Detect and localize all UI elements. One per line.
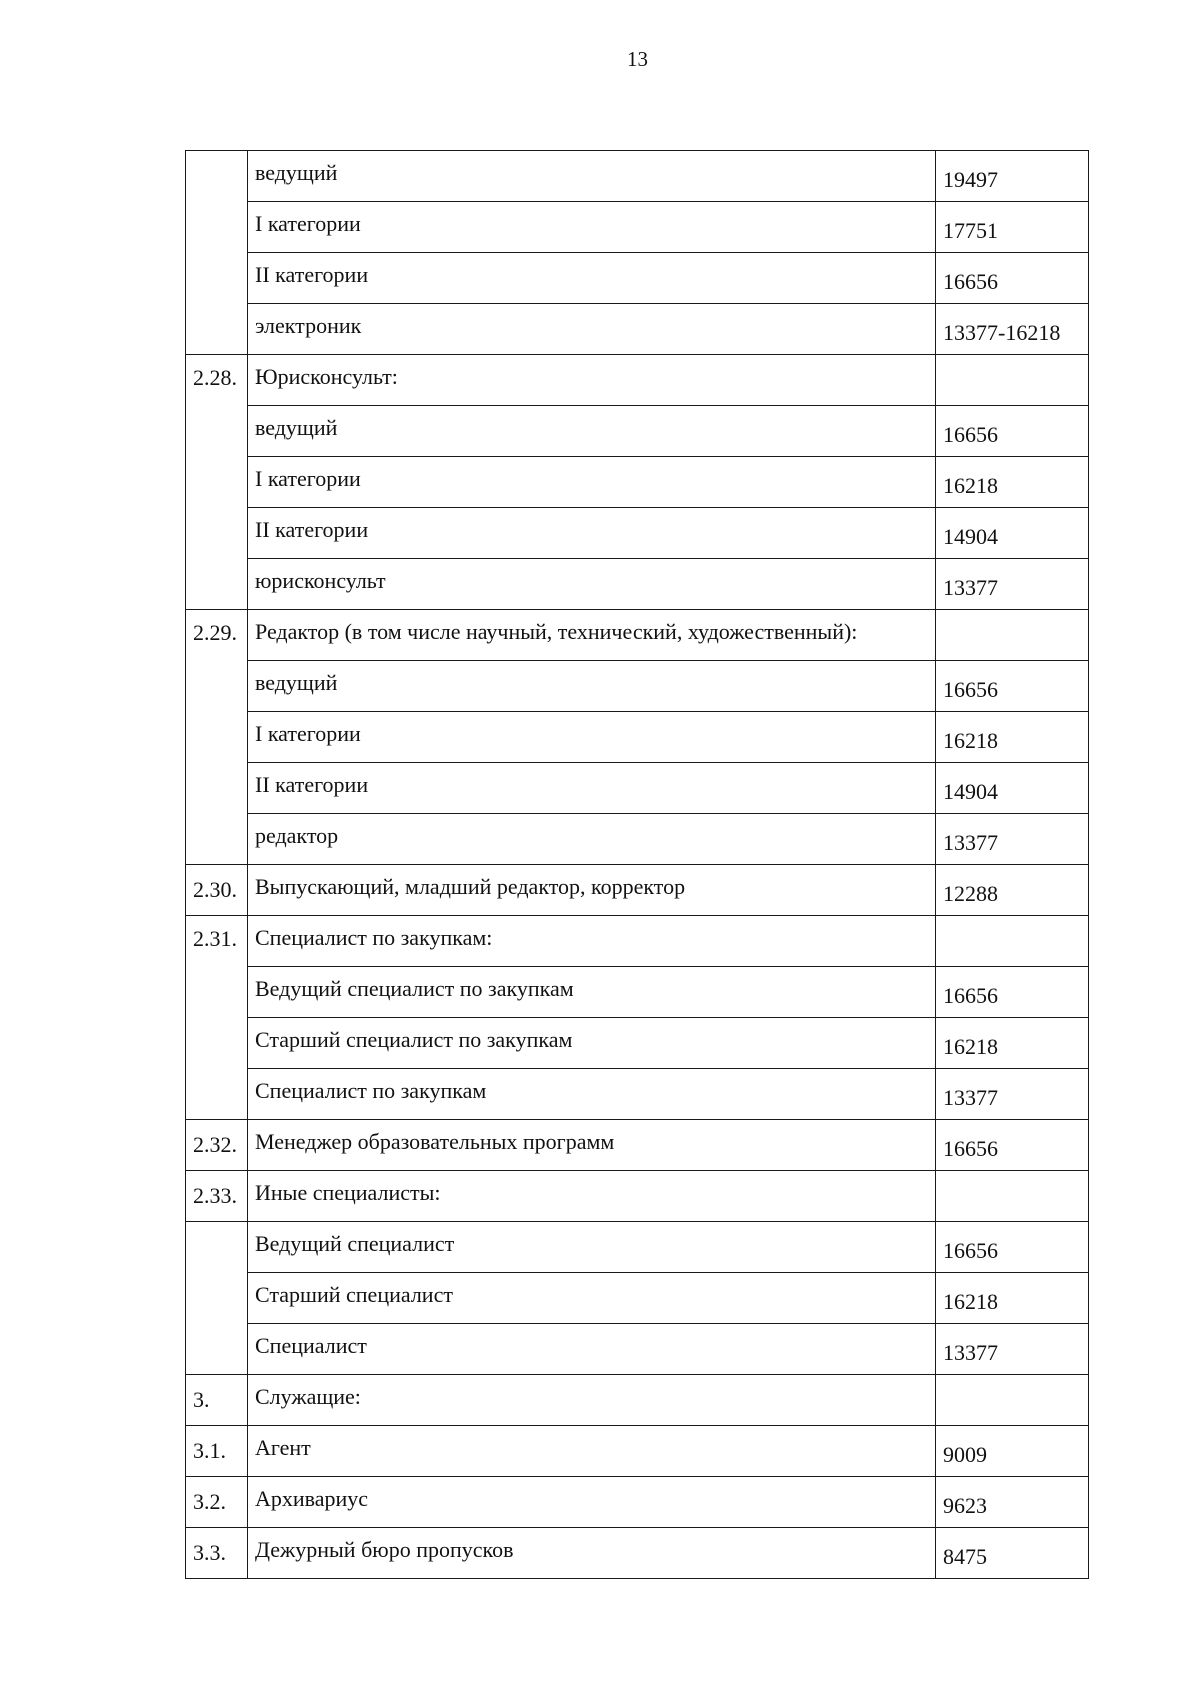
row-number-cell: 3. (186, 1375, 248, 1426)
salary-value: 16218 (936, 1018, 1089, 1069)
table-row (186, 1375, 1089, 1426)
position-name: электроник (248, 304, 936, 355)
salary-value: 16656 (936, 1120, 1089, 1171)
position-name: II категории (248, 253, 936, 304)
position-name: I категории (248, 712, 936, 763)
salary-value: 14904 (936, 508, 1089, 559)
position-name: Специалист по закупкам (248, 1069, 936, 1120)
position-name: Старший специалист по закупкам (248, 1018, 936, 1069)
salary-value: 12288 (936, 865, 1089, 916)
position-name: I категории (248, 202, 936, 253)
table-row (186, 1222, 1089, 1273)
salary-value: 16218 (936, 457, 1089, 508)
salary-value: 13377 (936, 559, 1089, 610)
row-number-cell: 2.33. (186, 1171, 248, 1222)
table-row (186, 1273, 1089, 1324)
salary-value: 16656 (936, 253, 1089, 304)
table-row (186, 763, 1089, 814)
salary-value: 9009 (936, 1426, 1089, 1477)
salary-value: 16656 (936, 661, 1089, 712)
table-row (186, 916, 1089, 967)
position-name: Менеджер образовательных программ (248, 1120, 936, 1171)
table-row (186, 661, 1089, 712)
table-row (186, 253, 1089, 304)
table-row (186, 457, 1089, 508)
table-row (186, 1069, 1089, 1120)
salary-value: 9623 (936, 1477, 1089, 1528)
position-name: юрисконсульт (248, 559, 936, 610)
position-name: Юрисконсульт: (248, 355, 936, 406)
table-row (186, 1324, 1089, 1375)
row-number-cell: 3.3. (186, 1528, 248, 1579)
table-row (186, 1426, 1089, 1477)
position-name: Специалист по закупкам: (248, 916, 936, 967)
row-number-cell: 2.30. (186, 865, 248, 916)
table-row (186, 712, 1089, 763)
salary-value: 19497 (936, 151, 1089, 202)
table-row (186, 865, 1089, 916)
salary-value: 13377 (936, 1324, 1089, 1375)
salary-value (936, 355, 1089, 406)
salary-value: 13377-16218 (936, 304, 1089, 355)
salary-value: 16656 (936, 406, 1089, 457)
table-row (186, 1528, 1089, 1579)
row-number-cell: 3.2. (186, 1477, 248, 1528)
salary-value: 16218 (936, 712, 1089, 763)
position-name: Выпускающий, младший редактор, корректор (248, 865, 936, 916)
table-row (186, 304, 1089, 355)
row-number-cell: 2.28. (186, 355, 248, 610)
position-name: Специалист (248, 1324, 936, 1375)
table-row (186, 406, 1089, 457)
position-name: Служащие: (248, 1375, 936, 1426)
position-name: Ведущий специалист (248, 1222, 936, 1273)
table-row (186, 967, 1089, 1018)
salary-value: 16656 (936, 967, 1089, 1018)
position-name: ведущий (248, 406, 936, 457)
page-number: 13 (627, 47, 648, 71)
position-name: Архивариус (248, 1477, 936, 1528)
table-row (186, 202, 1089, 253)
table-row (186, 355, 1089, 406)
table-row (186, 610, 1089, 661)
row-number-cell (186, 1222, 248, 1375)
salary-value (936, 1171, 1089, 1222)
salary-value: 16656 (936, 1222, 1089, 1273)
salary-value: 13377 (936, 1069, 1089, 1120)
position-name: Дежурный бюро пропусков (248, 1528, 936, 1579)
row-number-cell (186, 151, 248, 355)
salary-value: 14904 (936, 763, 1089, 814)
table-row (186, 814, 1089, 865)
salary-value: 16218 (936, 1273, 1089, 1324)
row-number-cell: 2.32. (186, 1120, 248, 1171)
position-name: Иные специалисты: (248, 1171, 936, 1222)
table-row (186, 1120, 1089, 1171)
table-row (186, 1171, 1089, 1222)
salary-value: 13377 (936, 814, 1089, 865)
position-name: ведущий (248, 661, 936, 712)
table-row (186, 151, 1089, 202)
position-name: II категории (248, 508, 936, 559)
position-name: I категории (248, 457, 936, 508)
position-name: Ведущий специалист по закупкам (248, 967, 936, 1018)
table-row (186, 559, 1089, 610)
position-name: II категории (248, 763, 936, 814)
table-row (186, 1018, 1089, 1069)
row-number-cell: 3.1. (186, 1426, 248, 1477)
position-name: Старший специалист (248, 1273, 936, 1324)
salary-value (936, 1375, 1089, 1426)
salary-value: 17751 (936, 202, 1089, 253)
position-name: Редактор (в том числе научный, технический, художественный): (248, 610, 936, 661)
salary-value: 8475 (936, 1528, 1089, 1579)
position-name: редактор (248, 814, 936, 865)
row-number-cell: 2.31. (186, 916, 248, 1120)
salary-value (936, 916, 1089, 967)
table-row (186, 1477, 1089, 1528)
salary-table (185, 150, 1089, 1579)
row-number-cell: 2.29. (186, 610, 248, 865)
position-name: Агент (248, 1426, 936, 1477)
salary-value (936, 610, 1089, 661)
position-name: ведущий (248, 151, 936, 202)
table-row (186, 508, 1089, 559)
